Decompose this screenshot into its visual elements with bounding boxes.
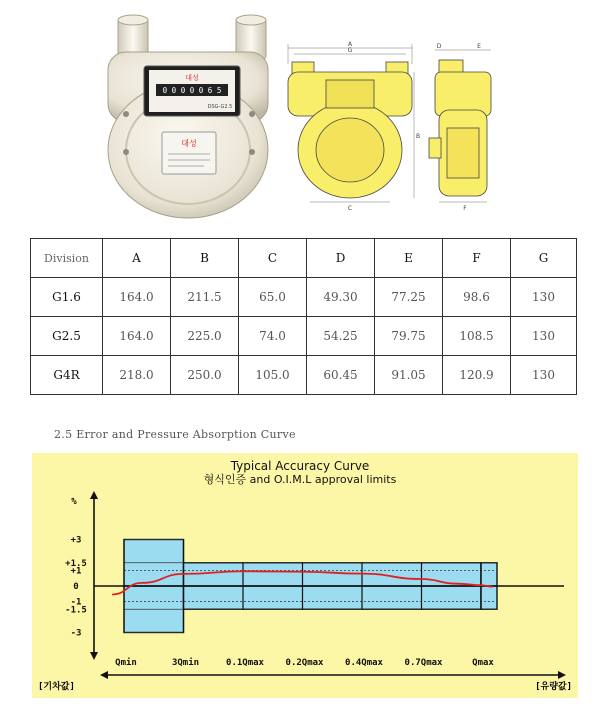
- x-axis-right-label: [유량값]: [535, 682, 572, 692]
- x-tick-label: Qmin: [115, 658, 137, 668]
- cell: 105.0: [239, 356, 307, 395]
- row-label: G4R: [31, 356, 103, 395]
- y-tick-label: -1.5: [65, 605, 87, 616]
- y-tick-label: +1.5: [65, 558, 87, 569]
- table-row: [31, 356, 577, 395]
- meter-brand: 대성: [185, 74, 199, 82]
- cell: 218.0: [103, 356, 171, 395]
- dim-label-b: B: [415, 133, 420, 140]
- cell: 65.0: [239, 278, 307, 317]
- cell: 60.45: [307, 356, 375, 395]
- cell: 79.75: [375, 317, 443, 356]
- plate-brand: 대성: [181, 139, 197, 148]
- cell: 164.0: [103, 317, 171, 356]
- y-tick-label: -3: [70, 628, 82, 639]
- x-tick-label: 0.1Qmax: [226, 658, 264, 668]
- dimension-table: [30, 238, 577, 395]
- cell: 225.0: [171, 317, 239, 356]
- meter-model: DSG-G2.5: [207, 104, 233, 110]
- cell: 130: [511, 317, 577, 356]
- x-tick-label: 0.2Qmax: [285, 658, 324, 668]
- header-d: D: [307, 239, 375, 278]
- table-header-row: [31, 239, 577, 278]
- x-axis-left-label: [기차값]: [38, 682, 75, 692]
- y-tick-label: -1: [70, 597, 82, 608]
- gas-meter-photo: [96, 12, 276, 222]
- cell: 54.25: [307, 317, 375, 356]
- cell: 108.5: [443, 317, 511, 356]
- x-tick-label: Qmax: [472, 658, 494, 668]
- side-view-drawing: [425, 38, 505, 213]
- meter-counter: 0 0 0 0 0 6 5: [162, 86, 222, 95]
- y-axis-label: %: [71, 497, 77, 507]
- cell: 91.05: [375, 356, 443, 395]
- chart-title: Typical Accuracy Curve: [230, 459, 370, 473]
- cell: 120.9: [443, 356, 511, 395]
- row-label: G2.5: [31, 317, 103, 356]
- row-label: G1.6: [31, 278, 103, 317]
- cell: 74.0: [239, 317, 307, 356]
- cell: 130: [511, 356, 577, 395]
- chart-subtitle: 형식인증 and O.I.M.L approval limits: [203, 473, 397, 486]
- header-f: F: [443, 239, 511, 278]
- cell: 49.30: [307, 278, 375, 317]
- accuracy-curve-chart: [32, 453, 578, 698]
- x-tick-label: 3Qmin: [171, 658, 200, 668]
- cell: 164.0: [103, 278, 171, 317]
- dim-label-f: F: [463, 205, 467, 212]
- y-tick-label: +3: [70, 535, 82, 546]
- x-tick-label: 0.4Qmax: [345, 658, 383, 668]
- cell: 130: [511, 278, 577, 317]
- header-e: E: [375, 239, 443, 278]
- y-tick-label: +1: [70, 566, 82, 577]
- header-a: A: [103, 239, 171, 278]
- cell: 98.6: [443, 278, 511, 317]
- y-tick-label: 0: [73, 582, 79, 592]
- x-tick-label: 0.7Qmax: [404, 658, 443, 668]
- dim-label-c: C: [347, 205, 353, 212]
- header-division: Division: [31, 239, 103, 278]
- table-row: [31, 278, 577, 317]
- cell: 211.5: [171, 278, 239, 317]
- dim-label-d: D: [436, 43, 442, 50]
- dim-label-a: A: [347, 41, 353, 48]
- section-caption: 2.5 Error and Pressure Absorption Curve: [54, 428, 296, 441]
- cell: 77.25: [375, 278, 443, 317]
- dim-label-e: E: [477, 43, 481, 50]
- header-c: C: [239, 239, 307, 278]
- cell: 250.0: [171, 356, 239, 395]
- table-row: [31, 317, 577, 356]
- front-view-drawing: [280, 38, 420, 213]
- dim-label-g: G: [347, 47, 353, 54]
- header-b: B: [171, 239, 239, 278]
- header-g: G: [511, 239, 577, 278]
